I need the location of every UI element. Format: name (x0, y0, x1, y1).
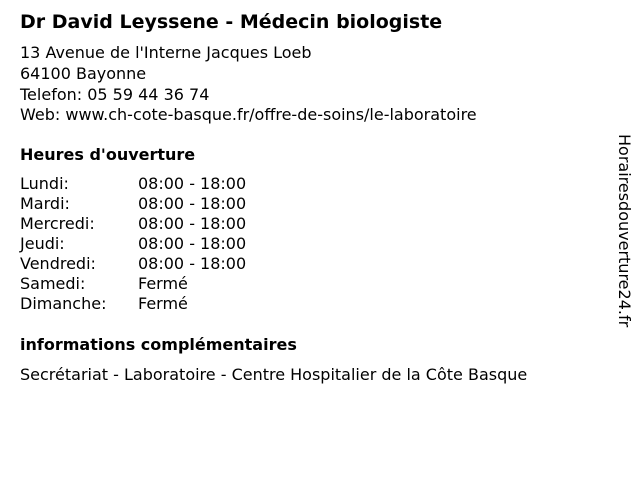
additional-info-heading: informations complémentaires (20, 335, 297, 354)
day-label: Lundi: (20, 174, 69, 193)
hours-row-saturday (20, 274, 340, 294)
day-label: Vendredi: (20, 254, 96, 273)
time-value: Fermé (138, 274, 188, 293)
time-value: 08:00 - 18:00 (138, 234, 247, 253)
additional-info-text: Secrétariat - Laboratoire - Centre Hospitalier de la Côte Basque (20, 365, 528, 384)
time-value: 08:00 - 18:00 (138, 174, 247, 193)
hours-row-monday (20, 174, 340, 194)
time-value: Fermé (138, 294, 188, 313)
day-label: Dimanche: (20, 294, 107, 313)
site-brand-watermark (613, 134, 637, 346)
hours-row-wednesday (20, 214, 340, 234)
time-value: 08:00 - 18:00 (138, 214, 247, 233)
time-value: 08:00 - 18:00 (138, 194, 247, 213)
hours-row-thursday (20, 234, 340, 254)
time-value: 08:00 - 18:00 (138, 254, 247, 273)
phone-line: Telefon: 05 59 44 36 74 (20, 85, 210, 104)
page-title: Dr David Leyssene - Médecin biologiste (20, 11, 443, 33)
address-street: 13 Avenue de l'Interne Jacques Loeb (20, 43, 312, 62)
day-label: Mardi: (20, 194, 70, 213)
day-label: Jeudi: (20, 234, 65, 253)
address-city: 64100 Bayonne (20, 64, 147, 83)
day-label: Mercredi: (20, 214, 95, 233)
opening-hours-heading: Heures d'ouverture (20, 145, 196, 164)
hours-row-sunday (20, 294, 340, 314)
hours-row-friday (20, 254, 340, 274)
day-label: Samedi: (20, 274, 86, 293)
web-line: Web: www.ch-cote-basque.fr/offre-de-soins/le-laboratoire (20, 105, 477, 124)
site-brand-text: Horairesdouverture24.fr (615, 134, 634, 328)
hours-row-tuesday (20, 194, 340, 214)
